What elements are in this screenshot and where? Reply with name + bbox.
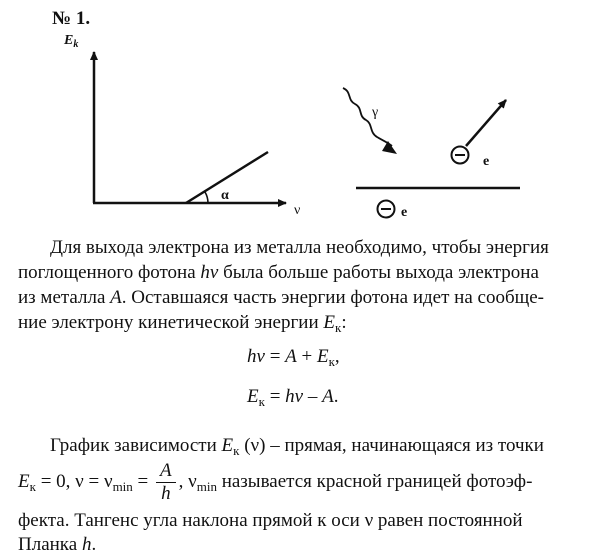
para1-line1: Для выхода электрона из металла необходимо, чтобы энергия: [50, 237, 549, 258]
electron-emitted-label: e: [483, 154, 490, 169]
diagram: [0, 0, 593, 240]
para2-line4: Планка h.: [18, 534, 97, 555]
electron-trajectory: [466, 100, 506, 146]
para2-line3: фекта. Тангенс угла наклона прямой к оси ν равен постоянной: [18, 510, 523, 531]
para1-line3: из металла A. Оставшаяся часть энергии фотона идет на сообще-: [18, 287, 545, 308]
problem-number: № 1.: [52, 8, 91, 29]
x-axis-label: ν: [294, 203, 301, 218]
photon-wave: [343, 88, 392, 146]
y-axis-label: $E_k$: [64, 33, 79, 50]
para1-line2: поглощенного фотона hν была больше работы выхода электрона: [18, 262, 539, 283]
para2-line2: $E_к = 0$, $\nu = \nu_{min}$ = $\frac{A}{h}$ , $\nu_{min}$ называется красной границей фотоэф-: [18, 460, 533, 505]
angle-label: α: [221, 188, 229, 203]
fraction: $\frac{A}{h}$: [156, 460, 176, 505]
equation-2: $E_к = h\nu - A$.: [247, 386, 339, 409]
photon-arrowhead: [382, 141, 397, 154]
electron-in-metal-label: e: [401, 205, 408, 220]
equation-1: $h\nu = A + E_к$,: [247, 346, 340, 369]
para2-line1: График зависимости $E_к$ (ν) – прямая, начинающаяся из точки: [50, 435, 544, 458]
para1-line4: ние электрону кинетической энергии $E_к$:: [18, 312, 347, 335]
angle-arc: [205, 192, 208, 203]
photon-label: γ: [372, 105, 379, 120]
